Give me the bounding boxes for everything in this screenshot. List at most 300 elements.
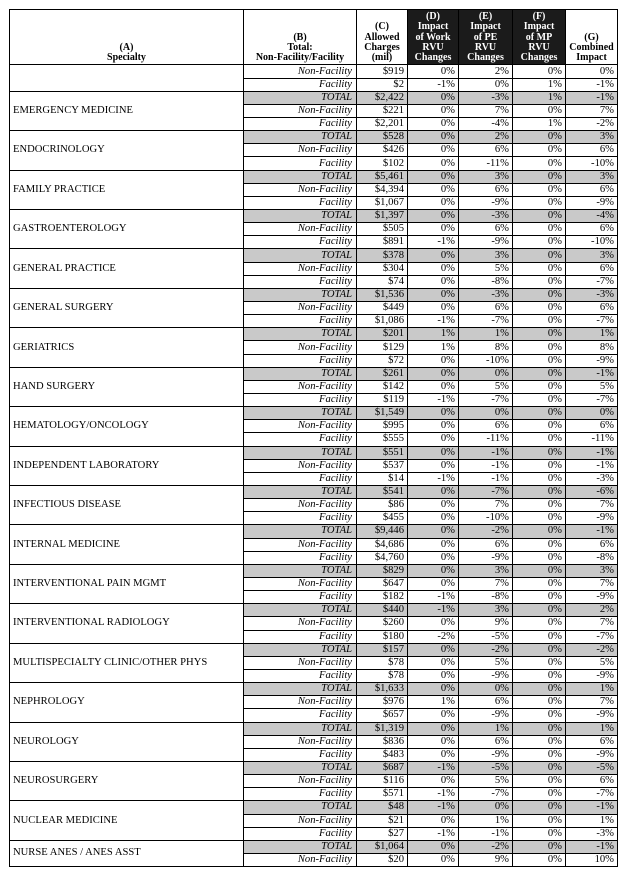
specialty-name: GERIATRICS bbox=[10, 328, 244, 367]
combined-impact-cell: 1% bbox=[566, 814, 618, 827]
impact-table bbox=[9, 9, 618, 867]
pe-rvu-cell: 2% bbox=[459, 65, 513, 78]
work-rvu-cell: 0% bbox=[408, 144, 459, 157]
header-line: Changes bbox=[467, 52, 504, 64]
combined-impact-cell: -11% bbox=[566, 433, 618, 446]
row-type-cell: TOTAL bbox=[244, 446, 357, 459]
allowed-charges-cell: $261 bbox=[357, 367, 408, 380]
pe-rvu-cell: -1% bbox=[459, 472, 513, 485]
work-rvu-cell: 1% bbox=[408, 341, 459, 354]
row-type-cell: Facility bbox=[244, 315, 357, 328]
pe-rvu-cell: 7% bbox=[459, 499, 513, 512]
work-rvu-cell: 1% bbox=[408, 328, 459, 341]
specialty-name: NUCLEAR MEDICINE bbox=[10, 801, 244, 840]
row-type-cell: TOTAL bbox=[244, 407, 357, 420]
mp-rvu-cell: 0% bbox=[513, 315, 566, 328]
row-type-cell: TOTAL bbox=[244, 801, 357, 814]
row-type-cell: TOTAL bbox=[244, 683, 357, 696]
mp-rvu-cell: 0% bbox=[513, 65, 566, 78]
allowed-charges-cell: $180 bbox=[357, 630, 408, 643]
pe-rvu-cell: 3% bbox=[459, 604, 513, 617]
pe-rvu-cell: 7% bbox=[459, 577, 513, 590]
row-type-cell: Non-Facility bbox=[244, 499, 357, 512]
mp-rvu-cell: 0% bbox=[513, 538, 566, 551]
col-header-mp-rvu bbox=[513, 10, 566, 65]
header-line: Impact bbox=[417, 21, 449, 33]
header-line: RVU bbox=[474, 41, 497, 53]
work-rvu-cell: -1% bbox=[408, 315, 459, 328]
pe-rvu-cell: -7% bbox=[459, 394, 513, 407]
allowed-charges-cell: $21 bbox=[357, 814, 408, 827]
row-type-cell: Facility bbox=[244, 788, 357, 801]
row-type-cell: Non-Facility bbox=[244, 262, 357, 275]
row-type-cell: Facility bbox=[244, 472, 357, 485]
mp-rvu-cell: 0% bbox=[513, 499, 566, 512]
allowed-charges-cell: $14 bbox=[357, 472, 408, 485]
mp-rvu-cell: 0% bbox=[513, 788, 566, 801]
pe-rvu-cell: 6% bbox=[459, 223, 513, 236]
allowed-charges-cell: $2 bbox=[357, 78, 408, 91]
work-rvu-cell: 0% bbox=[408, 577, 459, 590]
combined-impact-cell: 7% bbox=[566, 104, 618, 117]
header-line: Changes bbox=[520, 52, 558, 64]
allowed-charges-cell: $201 bbox=[357, 328, 408, 341]
combined-impact-cell: 0% bbox=[566, 65, 618, 78]
pe-rvu-cell: 3% bbox=[459, 249, 513, 262]
pe-rvu-cell: -7% bbox=[459, 485, 513, 498]
allowed-charges-cell: $1,086 bbox=[357, 315, 408, 328]
table-row-total bbox=[10, 564, 618, 577]
combined-impact-cell: 7% bbox=[566, 577, 618, 590]
row-type-cell: TOTAL bbox=[244, 170, 357, 183]
allowed-charges-cell: $5,461 bbox=[357, 170, 408, 183]
mp-rvu-cell: 0% bbox=[513, 709, 566, 722]
header-row bbox=[10, 10, 618, 65]
allowed-charges-cell: $78 bbox=[357, 656, 408, 669]
header-line: Impact bbox=[576, 52, 607, 64]
pe-rvu-cell: 6% bbox=[459, 302, 513, 315]
work-rvu-cell: 0% bbox=[408, 223, 459, 236]
pe-rvu-cell: -8% bbox=[459, 275, 513, 288]
header-line: RVU bbox=[528, 41, 550, 53]
mp-rvu-cell: 0% bbox=[513, 656, 566, 669]
mp-rvu-cell: 0% bbox=[513, 170, 566, 183]
combined-impact-cell: 1% bbox=[566, 683, 618, 696]
mp-rvu-cell: 0% bbox=[513, 735, 566, 748]
row-type-cell: Non-Facility bbox=[244, 853, 357, 866]
allowed-charges-cell: $1,633 bbox=[357, 683, 408, 696]
combined-impact-cell: -2% bbox=[566, 643, 618, 656]
pe-rvu-cell: -9% bbox=[459, 551, 513, 564]
row-type-cell: Facility bbox=[244, 275, 357, 288]
table-row-total bbox=[10, 446, 618, 459]
col-header-total bbox=[244, 10, 357, 65]
pe-rvu-cell: 0% bbox=[459, 367, 513, 380]
mp-rvu-cell: 0% bbox=[513, 420, 566, 433]
mp-rvu-cell: 0% bbox=[513, 407, 566, 420]
work-rvu-cell: 0% bbox=[408, 104, 459, 117]
header-line: Impact bbox=[470, 21, 501, 33]
work-rvu-cell: 0% bbox=[408, 65, 459, 78]
work-rvu-cell: 0% bbox=[408, 814, 459, 827]
row-type-cell: Non-Facility bbox=[244, 380, 357, 393]
combined-impact-cell: -7% bbox=[566, 275, 618, 288]
combined-impact-cell: 2% bbox=[566, 604, 618, 617]
work-rvu-cell: 0% bbox=[408, 302, 459, 315]
pe-rvu-cell: -10% bbox=[459, 512, 513, 525]
table-row-total bbox=[10, 210, 618, 223]
pe-rvu-cell: 5% bbox=[459, 262, 513, 275]
pe-rvu-cell: 3% bbox=[459, 170, 513, 183]
pe-rvu-cell: -9% bbox=[459, 236, 513, 249]
pe-rvu-cell: 3% bbox=[459, 564, 513, 577]
row-type-cell: Non-Facility bbox=[244, 223, 357, 236]
work-rvu-cell: 0% bbox=[408, 459, 459, 472]
mp-rvu-cell: 0% bbox=[513, 459, 566, 472]
combined-impact-cell: 7% bbox=[566, 617, 618, 630]
col-header-pe-rvu bbox=[459, 10, 513, 65]
work-rvu-cell: 0% bbox=[408, 275, 459, 288]
mp-rvu-cell: 0% bbox=[513, 577, 566, 590]
pe-rvu-cell: -2% bbox=[459, 840, 513, 853]
combined-impact-cell: 1% bbox=[566, 722, 618, 735]
combined-impact-cell: -3% bbox=[566, 827, 618, 840]
work-rvu-cell: 0% bbox=[408, 91, 459, 104]
row-type-cell: Non-Facility bbox=[244, 144, 357, 157]
pe-rvu-cell: -9% bbox=[459, 196, 513, 209]
header-line: of PE bbox=[473, 31, 498, 43]
allowed-charges-cell: $1,319 bbox=[357, 722, 408, 735]
combined-impact-cell: -4% bbox=[566, 210, 618, 223]
mp-rvu-cell: 0% bbox=[513, 840, 566, 853]
work-rvu-cell: 0% bbox=[408, 617, 459, 630]
mp-rvu-cell: 0% bbox=[513, 814, 566, 827]
row-type-cell: Non-Facility bbox=[244, 302, 357, 315]
table-row-total bbox=[10, 761, 618, 774]
combined-impact-cell: -9% bbox=[566, 669, 618, 682]
header-line: Impact bbox=[523, 21, 555, 33]
row-type-cell: TOTAL bbox=[244, 840, 357, 853]
mp-rvu-cell: 0% bbox=[513, 722, 566, 735]
pe-rvu-cell: -9% bbox=[459, 748, 513, 761]
pe-rvu-cell: -11% bbox=[459, 433, 513, 446]
row-type-cell: Facility bbox=[244, 512, 357, 525]
header-line: Changes bbox=[414, 52, 452, 64]
allowed-charges-cell: $571 bbox=[357, 788, 408, 801]
pe-rvu-cell: -1% bbox=[459, 459, 513, 472]
row-type-cell: Facility bbox=[244, 78, 357, 91]
combined-impact-cell: -1% bbox=[566, 446, 618, 459]
row-type-cell: Facility bbox=[244, 157, 357, 170]
specialty-name: NEPHROLOGY bbox=[10, 683, 244, 722]
pe-rvu-cell: 6% bbox=[459, 183, 513, 196]
allowed-charges-cell: $4,760 bbox=[357, 551, 408, 564]
combined-impact-cell: 6% bbox=[566, 420, 618, 433]
pe-rvu-cell: -2% bbox=[459, 525, 513, 538]
specialty-name: GENERAL PRACTICE bbox=[10, 249, 244, 288]
allowed-charges-cell: $541 bbox=[357, 485, 408, 498]
pe-rvu-cell: 9% bbox=[459, 853, 513, 866]
allowed-charges-cell: $440 bbox=[357, 604, 408, 617]
work-rvu-cell: 0% bbox=[408, 643, 459, 656]
work-rvu-cell: 0% bbox=[408, 354, 459, 367]
allowed-charges-cell: $129 bbox=[357, 341, 408, 354]
work-rvu-cell: 0% bbox=[408, 446, 459, 459]
header-line: of MP bbox=[525, 31, 553, 43]
mp-rvu-cell: 0% bbox=[513, 696, 566, 709]
mp-rvu-cell: 1% bbox=[513, 118, 566, 131]
mp-rvu-cell: 0% bbox=[513, 551, 566, 564]
specialty-name: GENERAL SURGERY bbox=[10, 288, 244, 327]
work-rvu-cell: 0% bbox=[408, 656, 459, 669]
mp-rvu-cell: 0% bbox=[513, 591, 566, 604]
allowed-charges-cell: $836 bbox=[357, 735, 408, 748]
mp-rvu-cell: 0% bbox=[513, 564, 566, 577]
mp-rvu-cell: 0% bbox=[513, 262, 566, 275]
specialty-name: INTERVENTIONAL PAIN MGMT bbox=[10, 564, 244, 603]
work-rvu-cell: -1% bbox=[408, 801, 459, 814]
allowed-charges-cell: $74 bbox=[357, 275, 408, 288]
table-row-total bbox=[10, 249, 618, 262]
mp-rvu-cell: 0% bbox=[513, 827, 566, 840]
work-rvu-cell: -1% bbox=[408, 394, 459, 407]
specialty-name: NURSE ANES / ANES ASST bbox=[10, 840, 244, 866]
specialty-name: INDEPENDENT LABORATORY bbox=[10, 446, 244, 485]
combined-impact-cell: -1% bbox=[566, 840, 618, 853]
mp-rvu-cell: 0% bbox=[513, 525, 566, 538]
allowed-charges-cell: $891 bbox=[357, 236, 408, 249]
combined-impact-cell: 8% bbox=[566, 341, 618, 354]
mp-rvu-cell: 0% bbox=[513, 604, 566, 617]
pe-rvu-cell: -2% bbox=[459, 643, 513, 656]
header-line: (mil) bbox=[371, 52, 393, 64]
combined-impact-cell: 7% bbox=[566, 499, 618, 512]
allowed-charges-cell: $657 bbox=[357, 709, 408, 722]
pe-rvu-cell: 1% bbox=[459, 814, 513, 827]
pe-rvu-cell: -4% bbox=[459, 118, 513, 131]
table-row-total bbox=[10, 604, 618, 617]
specialty-name: FAMILY PRACTICE bbox=[10, 170, 244, 209]
mp-rvu-cell: 0% bbox=[513, 328, 566, 341]
mp-rvu-cell: 0% bbox=[513, 275, 566, 288]
allowed-charges-cell: $647 bbox=[357, 577, 408, 590]
mp-rvu-cell: 0% bbox=[513, 512, 566, 525]
pe-rvu-cell: 0% bbox=[459, 683, 513, 696]
pe-rvu-cell: 6% bbox=[459, 538, 513, 551]
header-line: (A) bbox=[119, 41, 134, 53]
mp-rvu-cell: 0% bbox=[513, 853, 566, 866]
header-line: Specialty bbox=[107, 52, 146, 64]
mp-rvu-cell: 0% bbox=[513, 288, 566, 301]
combined-impact-cell: -2% bbox=[566, 118, 618, 131]
row-type-cell: TOTAL bbox=[244, 722, 357, 735]
mp-rvu-cell: 0% bbox=[513, 683, 566, 696]
mp-rvu-cell: 0% bbox=[513, 210, 566, 223]
combined-impact-cell: -9% bbox=[566, 512, 618, 525]
row-type-cell: Non-Facility bbox=[244, 420, 357, 433]
work-rvu-cell: 0% bbox=[408, 735, 459, 748]
allowed-charges-cell: $537 bbox=[357, 459, 408, 472]
mp-rvu-cell: 0% bbox=[513, 144, 566, 157]
work-rvu-cell: 0% bbox=[408, 551, 459, 564]
mp-rvu-cell: 0% bbox=[513, 104, 566, 117]
work-rvu-cell: -1% bbox=[408, 761, 459, 774]
work-rvu-cell: 0% bbox=[408, 131, 459, 144]
specialty-name: ENDOCRINOLOGY bbox=[10, 131, 244, 170]
combined-impact-cell: 5% bbox=[566, 656, 618, 669]
pe-rvu-cell: 6% bbox=[459, 420, 513, 433]
combined-impact-cell: 1% bbox=[566, 328, 618, 341]
table-row bbox=[10, 65, 618, 78]
table-row-total bbox=[10, 722, 618, 735]
table-body bbox=[10, 65, 618, 867]
table-row-total bbox=[10, 485, 618, 498]
pe-rvu-cell: -3% bbox=[459, 91, 513, 104]
combined-impact-cell: 6% bbox=[566, 262, 618, 275]
work-rvu-cell: 0% bbox=[408, 210, 459, 223]
mp-rvu-cell: 0% bbox=[513, 183, 566, 196]
row-type-cell: TOTAL bbox=[244, 604, 357, 617]
allowed-charges-cell: $116 bbox=[357, 775, 408, 788]
pe-rvu-cell: -11% bbox=[459, 157, 513, 170]
combined-impact-cell: -8% bbox=[566, 551, 618, 564]
allowed-charges-cell: $505 bbox=[357, 223, 408, 236]
combined-impact-cell: -5% bbox=[566, 761, 618, 774]
allowed-charges-cell: $2,422 bbox=[357, 91, 408, 104]
combined-impact-cell: 6% bbox=[566, 223, 618, 236]
work-rvu-cell: 0% bbox=[408, 840, 459, 853]
allowed-charges-cell: $119 bbox=[357, 394, 408, 407]
combined-impact-cell: -3% bbox=[566, 472, 618, 485]
header-line: of Work bbox=[415, 31, 451, 43]
row-type-cell: Facility bbox=[244, 591, 357, 604]
row-type-cell: Non-Facility bbox=[244, 617, 357, 630]
combined-impact-cell: -1% bbox=[566, 459, 618, 472]
allowed-charges-cell: $1,397 bbox=[357, 210, 408, 223]
allowed-charges-cell: $157 bbox=[357, 643, 408, 656]
work-rvu-cell: -1% bbox=[408, 78, 459, 91]
combined-impact-cell: -1% bbox=[566, 367, 618, 380]
pe-rvu-cell: -9% bbox=[459, 709, 513, 722]
row-type-cell: Non-Facility bbox=[244, 183, 357, 196]
mp-rvu-cell: 0% bbox=[513, 669, 566, 682]
allowed-charges-cell: $1,064 bbox=[357, 840, 408, 853]
allowed-charges-cell: $27 bbox=[357, 827, 408, 840]
allowed-charges-cell: $449 bbox=[357, 302, 408, 315]
specialty-name: HAND SURGERY bbox=[10, 367, 244, 406]
work-rvu-cell: 0% bbox=[408, 196, 459, 209]
pe-rvu-cell: 1% bbox=[459, 328, 513, 341]
row-type-cell: TOTAL bbox=[244, 761, 357, 774]
pe-rvu-cell: -7% bbox=[459, 315, 513, 328]
allowed-charges-cell: $20 bbox=[357, 853, 408, 866]
header-line: (D) bbox=[426, 11, 440, 22]
allowed-charges-cell: $86 bbox=[357, 499, 408, 512]
combined-impact-cell: -7% bbox=[566, 315, 618, 328]
combined-impact-cell: 6% bbox=[566, 538, 618, 551]
work-rvu-cell: 0% bbox=[408, 433, 459, 446]
allowed-charges-cell: $919 bbox=[357, 65, 408, 78]
combined-impact-cell: -9% bbox=[566, 591, 618, 604]
work-rvu-cell: -1% bbox=[408, 604, 459, 617]
table-row-total bbox=[10, 643, 618, 656]
row-type-cell: TOTAL bbox=[244, 564, 357, 577]
combined-impact-cell: -9% bbox=[566, 354, 618, 367]
work-rvu-cell: 0% bbox=[408, 683, 459, 696]
combined-impact-cell: -9% bbox=[566, 748, 618, 761]
work-rvu-cell: 1% bbox=[408, 696, 459, 709]
mp-rvu-cell: 0% bbox=[513, 394, 566, 407]
combined-impact-cell: -7% bbox=[566, 630, 618, 643]
combined-impact-cell: 6% bbox=[566, 144, 618, 157]
combined-impact-cell: -6% bbox=[566, 485, 618, 498]
row-type-cell: TOTAL bbox=[244, 210, 357, 223]
allowed-charges-cell: $304 bbox=[357, 262, 408, 275]
specialty-name: HEMATOLOGY/ONCOLOGY bbox=[10, 407, 244, 446]
pe-rvu-cell: -3% bbox=[459, 210, 513, 223]
row-type-cell: TOTAL bbox=[244, 525, 357, 538]
allowed-charges-cell: $260 bbox=[357, 617, 408, 630]
mp-rvu-cell: 0% bbox=[513, 643, 566, 656]
table-row-total bbox=[10, 91, 618, 104]
allowed-charges-cell: $976 bbox=[357, 696, 408, 709]
mp-rvu-cell: 0% bbox=[513, 801, 566, 814]
work-rvu-cell: 0% bbox=[408, 262, 459, 275]
mp-rvu-cell: 0% bbox=[513, 302, 566, 315]
row-type-cell: Facility bbox=[244, 394, 357, 407]
allowed-charges-cell: $687 bbox=[357, 761, 408, 774]
work-rvu-cell: 0% bbox=[408, 485, 459, 498]
specialty-name: GASTROENTEROLOGY bbox=[10, 210, 244, 249]
combined-impact-cell: -9% bbox=[566, 709, 618, 722]
mp-rvu-cell: 0% bbox=[513, 380, 566, 393]
work-rvu-cell: 0% bbox=[408, 775, 459, 788]
work-rvu-cell: 0% bbox=[408, 118, 459, 131]
combined-impact-cell: -3% bbox=[566, 288, 618, 301]
table-row-total bbox=[10, 801, 618, 814]
work-rvu-cell: 0% bbox=[408, 157, 459, 170]
mp-rvu-cell: 0% bbox=[513, 131, 566, 144]
combined-impact-cell: -10% bbox=[566, 157, 618, 170]
mp-rvu-cell: 0% bbox=[513, 485, 566, 498]
row-type-cell: Facility bbox=[244, 669, 357, 682]
header-line: Combined bbox=[569, 41, 614, 53]
mp-rvu-cell: 0% bbox=[513, 341, 566, 354]
header-line: (B) bbox=[293, 31, 307, 43]
work-rvu-cell: 0% bbox=[408, 183, 459, 196]
pe-rvu-cell: -7% bbox=[459, 788, 513, 801]
combined-impact-cell: 6% bbox=[566, 302, 618, 315]
work-rvu-cell: 0% bbox=[408, 538, 459, 551]
pe-rvu-cell: 6% bbox=[459, 144, 513, 157]
pe-rvu-cell: -10% bbox=[459, 354, 513, 367]
work-rvu-cell: 0% bbox=[408, 288, 459, 301]
work-rvu-cell: -1% bbox=[408, 472, 459, 485]
table-row-total bbox=[10, 407, 618, 420]
mp-rvu-cell: 1% bbox=[513, 78, 566, 91]
work-rvu-cell: 0% bbox=[408, 407, 459, 420]
combined-impact-cell: 3% bbox=[566, 170, 618, 183]
combined-impact-cell: -10% bbox=[566, 236, 618, 249]
specialty-name: INTERNAL MEDICINE bbox=[10, 525, 244, 564]
allowed-charges-cell: $78 bbox=[357, 669, 408, 682]
row-type-cell: Facility bbox=[244, 551, 357, 564]
row-type-cell: TOTAL bbox=[244, 367, 357, 380]
table-row-total bbox=[10, 328, 618, 341]
pe-rvu-cell: -5% bbox=[459, 761, 513, 774]
col-header-work-rvu bbox=[408, 10, 459, 65]
pe-rvu-cell: 6% bbox=[459, 735, 513, 748]
